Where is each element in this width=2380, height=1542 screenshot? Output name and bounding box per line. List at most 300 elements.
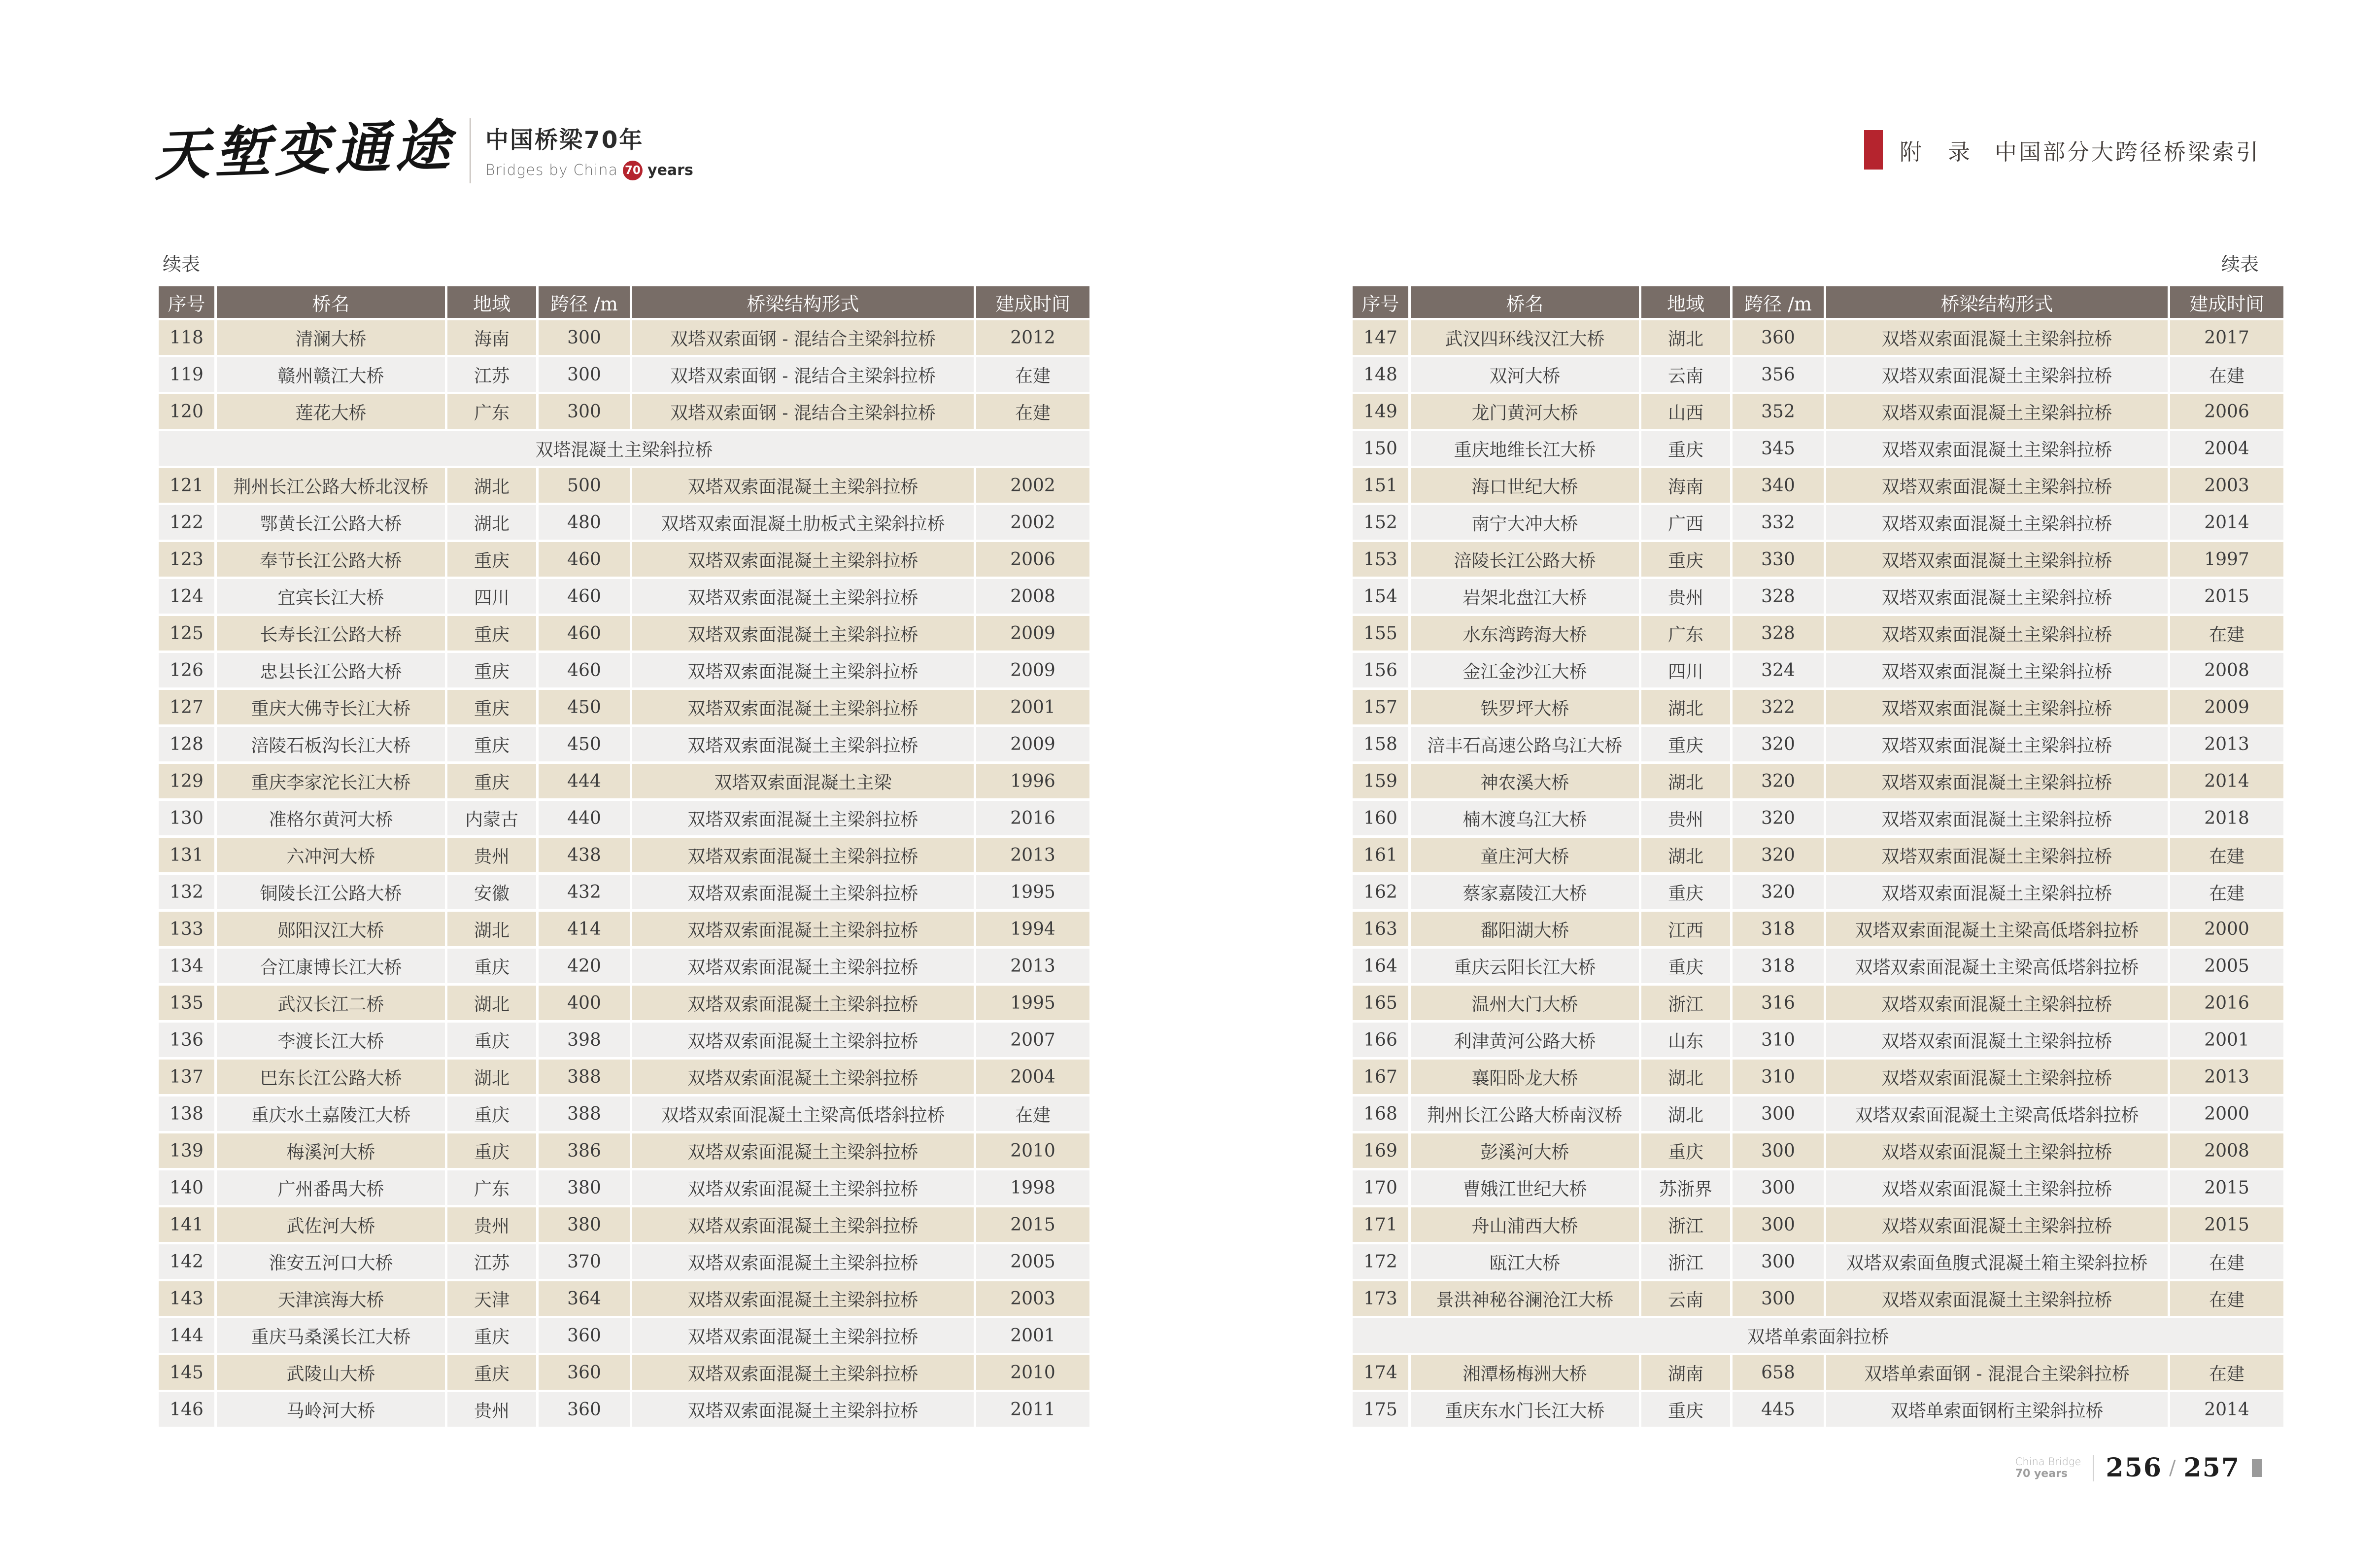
- cell-span: 450: [539, 690, 630, 724]
- cell-region: 重庆: [447, 727, 536, 761]
- cell-structure: 双塔双索面混凝土主梁高低塔斜拉桥: [1826, 912, 2168, 946]
- cell-bridge-name: 天津滨海大桥: [217, 1281, 445, 1316]
- appendix-label: 附 录: [1899, 138, 1972, 165]
- cell-year: 2008: [976, 579, 1089, 614]
- cell-bridge-name: 岩架北盘江大桥: [1411, 579, 1639, 614]
- table-row: [1353, 320, 2283, 355]
- cell-no: 141: [159, 1207, 214, 1242]
- cell-region: 湖北: [1641, 320, 1730, 355]
- cell-no: 146: [159, 1392, 214, 1427]
- cell-year: 在建: [2170, 1281, 2283, 1316]
- cell-year: 2015: [2170, 1207, 2283, 1242]
- cell-year: 2015: [2170, 579, 2283, 614]
- cell-structure: 双塔双索面混凝土主梁斜拉桥: [1826, 579, 2168, 614]
- cell-span: 360: [539, 1318, 630, 1353]
- cell-no: 170: [1353, 1170, 1408, 1205]
- cell-no: 128: [159, 727, 214, 761]
- cell-year: 2006: [2170, 394, 2283, 429]
- cell-bridge-name: 郧阳汉江大桥: [217, 912, 445, 946]
- cell-year: 2010: [976, 1355, 1089, 1390]
- table-row: [159, 616, 1089, 651]
- table-row: [159, 949, 1089, 983]
- cell-region: 重庆: [447, 653, 536, 687]
- cell-year: 2007: [976, 1023, 1089, 1057]
- cell-no: 149: [1353, 394, 1408, 429]
- table-row: [159, 579, 1089, 614]
- cell-structure: 双塔单索面钢 - 混混合主梁斜拉桥: [1826, 1355, 2168, 1390]
- cell-region: 重庆: [447, 949, 536, 983]
- cell-span: 300: [1733, 1097, 1824, 1131]
- cell-structure: 双塔双索面混凝土主梁斜拉桥: [1826, 505, 2168, 540]
- cell-bridge-name: 铜陵长江公路大桥: [217, 875, 445, 909]
- cell-no: 150: [1353, 431, 1408, 466]
- cell-structure: 双塔双索面钢 - 混结合主梁斜拉桥: [632, 357, 974, 392]
- cell-span: 440: [539, 801, 630, 835]
- cell-span: 300: [539, 357, 630, 392]
- cell-bridge-name: 合江康博长江大桥: [217, 949, 445, 983]
- cell-region: 贵州: [1641, 579, 1730, 614]
- cell-span: 320: [1733, 838, 1824, 872]
- cell-structure: 双塔双索面钢 - 混结合主梁斜拉桥: [632, 320, 974, 355]
- cell-year: 2001: [976, 690, 1089, 724]
- cell-structure: 双塔双索面混凝土主梁斜拉桥: [632, 1207, 974, 1242]
- cell-no: 162: [1353, 875, 1408, 909]
- cell-bridge-name: 荆州长江公路大桥北汊桥: [217, 468, 445, 503]
- table-row: [159, 320, 1089, 355]
- cell-structure: 双塔双索面混凝土主梁斜拉桥: [632, 1281, 974, 1316]
- footer-imprint: [2015, 1456, 2081, 1480]
- cell-region: 广西: [1641, 505, 1730, 540]
- cell-region: 云南: [1641, 357, 1730, 392]
- cell-bridge-name: 涪丰石高速公路乌江大桥: [1411, 727, 1639, 761]
- table-row: [1353, 357, 2283, 392]
- cell-span: 340: [1733, 468, 1824, 503]
- cell-year: 2005: [2170, 949, 2283, 983]
- cell-year: 2014: [2170, 1392, 2283, 1427]
- page-number-separator: /: [2169, 1456, 2177, 1479]
- table-row: [159, 838, 1089, 872]
- cell-region: 湖北: [447, 468, 536, 503]
- cell-structure: 双塔双索面混凝土主梁斜拉桥: [632, 1060, 974, 1094]
- cell-year: 2009: [976, 616, 1089, 651]
- cell-span: 658: [1733, 1355, 1824, 1390]
- cell-structure: 双塔双索面混凝土主梁斜拉桥: [632, 690, 974, 724]
- cell-year: 在建: [2170, 875, 2283, 909]
- cell-region: 重庆: [447, 1097, 536, 1131]
- cell-span: 438: [539, 838, 630, 872]
- col-header-bridge-name: 桥名: [217, 286, 445, 318]
- cell-bridge-name: 重庆云阳长江大桥: [1411, 949, 1639, 983]
- cell-region: 湖南: [1641, 1355, 1730, 1390]
- cell-year: 2017: [2170, 320, 2283, 355]
- cell-region: 重庆: [447, 690, 536, 724]
- cell-bridge-name: 舟山浦西大桥: [1411, 1207, 1639, 1242]
- cell-year: 2000: [2170, 1097, 2283, 1131]
- table-row: [1353, 579, 2283, 614]
- cell-region: 浙江: [1641, 1244, 1730, 1279]
- cell-no: 169: [1353, 1133, 1408, 1168]
- cell-bridge-name: 重庆李家沱长江大桥: [217, 764, 445, 798]
- cell-year: 2001: [976, 1318, 1089, 1353]
- cell-bridge-name: 李渡长江大桥: [217, 1023, 445, 1057]
- cell-region: 广东: [447, 1170, 536, 1205]
- cell-bridge-name: 重庆大佛寺长江大桥: [217, 690, 445, 724]
- cell-bridge-name: 利津黄河公路大桥: [1411, 1023, 1639, 1057]
- cell-year: 在建: [2170, 616, 2283, 651]
- table-row: [159, 1207, 1089, 1242]
- cell-year: 2009: [976, 727, 1089, 761]
- cell-bridge-name: 景洪神秘谷澜沧江大桥: [1411, 1281, 1639, 1316]
- cell-structure: 双塔双索面混凝土主梁斜拉桥: [1826, 616, 2168, 651]
- cell-span: 330: [1733, 542, 1824, 577]
- cell-structure: 双塔单索面钢桁主梁斜拉桥: [1826, 1392, 2168, 1427]
- cell-no: 155: [1353, 616, 1408, 651]
- table-row: [1353, 431, 2283, 466]
- cell-region: 广东: [1641, 616, 1730, 651]
- cell-bridge-name: 海口世纪大桥: [1411, 468, 1639, 503]
- cell-region: 贵州: [447, 1392, 536, 1427]
- cell-year: 2008: [2170, 1133, 2283, 1168]
- cell-span: 400: [539, 986, 630, 1020]
- continued-label-left: 续表: [163, 253, 201, 275]
- table-row: [159, 394, 1089, 429]
- cell-region: 重庆: [1641, 949, 1730, 983]
- cell-year: 2008: [2170, 653, 2283, 687]
- section-row: [159, 431, 1089, 466]
- cell-no: 175: [1353, 1392, 1408, 1427]
- cell-region: 四川: [1641, 653, 1730, 687]
- cell-no: 171: [1353, 1207, 1408, 1242]
- cell-region: 苏浙界: [1641, 1170, 1730, 1205]
- table-row: [159, 727, 1089, 761]
- cell-bridge-name: 马岭河大桥: [217, 1392, 445, 1427]
- cell-span: 420: [539, 949, 630, 983]
- table-row: [159, 1023, 1089, 1057]
- cell-region: 贵州: [447, 838, 536, 872]
- cell-structure: 双塔双索面混凝土主梁斜拉桥: [632, 912, 974, 946]
- cell-no: 131: [159, 838, 214, 872]
- cell-year: 2002: [976, 505, 1089, 540]
- cell-span: 320: [1733, 801, 1824, 835]
- cell-region: 湖北: [1641, 764, 1730, 798]
- table-row: [1353, 1170, 2283, 1205]
- cell-no: 156: [1353, 653, 1408, 687]
- cell-region: 重庆: [1641, 875, 1730, 909]
- cell-span: 460: [539, 579, 630, 614]
- cell-bridge-name: 襄阳卧龙大桥: [1411, 1060, 1639, 1094]
- table-row: [159, 357, 1089, 392]
- table-row: [1353, 875, 2283, 909]
- cell-structure: 双塔双索面混凝土主梁斜拉桥: [632, 1244, 974, 1279]
- cell-no: 119: [159, 357, 214, 392]
- cell-region: 海南: [1641, 468, 1730, 503]
- cell-year: 1997: [2170, 542, 2283, 577]
- cell-region: 重庆: [1641, 1133, 1730, 1168]
- cell-span: 300: [539, 320, 630, 355]
- cell-year: 在建: [2170, 1355, 2283, 1390]
- cell-region: 安徽: [447, 875, 536, 909]
- cell-region: 重庆: [1641, 431, 1730, 466]
- cell-year: 2002: [976, 468, 1089, 503]
- cell-no: 120: [159, 394, 214, 429]
- cell-structure: 双塔双索面混凝土主梁斜拉桥: [1826, 875, 2168, 909]
- cell-no: 118: [159, 320, 214, 355]
- cell-span: 352: [1733, 394, 1824, 429]
- cell-bridge-name: 六冲河大桥: [217, 838, 445, 872]
- cell-structure: 双塔双索面混凝土主梁斜拉桥: [1826, 1133, 2168, 1168]
- cell-bridge-name: 童庄河大桥: [1411, 838, 1639, 872]
- table-row: [1353, 727, 2283, 761]
- cell-year: 1996: [976, 764, 1089, 798]
- table-row: [159, 653, 1089, 687]
- col-header-span: 跨径 /m: [539, 286, 630, 318]
- brand-70-badge: 70: [623, 161, 643, 180]
- col-header-no: 序号: [1353, 286, 1408, 318]
- footer-divider: [2093, 1455, 2094, 1481]
- col-header-year: 建成时间: [2170, 286, 2283, 318]
- cell-year: 2014: [2170, 505, 2283, 540]
- appendix-red-bar: [1864, 130, 1883, 170]
- cell-structure: 双塔双索面混凝土主梁斜拉桥: [632, 1392, 974, 1427]
- cell-no: 167: [1353, 1060, 1408, 1094]
- cell-region: 重庆: [447, 1133, 536, 1168]
- cell-no: 143: [159, 1281, 214, 1316]
- cell-no: 158: [1353, 727, 1408, 761]
- page-number-left: 256: [2106, 1453, 2162, 1483]
- cell-bridge-name: 赣州赣江大桥: [217, 357, 445, 392]
- cell-year: 2012: [976, 320, 1089, 355]
- table-row: [159, 690, 1089, 724]
- cell-region: 湖北: [447, 986, 536, 1020]
- table-row: [159, 1281, 1089, 1316]
- cell-structure: 双塔双索面混凝土主梁斜拉桥: [1826, 357, 2168, 392]
- cell-span: 414: [539, 912, 630, 946]
- cell-region: 重庆: [447, 1355, 536, 1390]
- col-header-bridge-name: 桥名: [1411, 286, 1639, 318]
- cell-region: 天津: [447, 1281, 536, 1316]
- cell-structure: 双塔双索面混凝土主梁斜拉桥: [1826, 727, 2168, 761]
- cell-bridge-name: 长寿长江公路大桥: [217, 616, 445, 651]
- cell-bridge-name: 曹娥江世纪大桥: [1411, 1170, 1639, 1205]
- section-label: 双塔混凝土主梁斜拉桥: [159, 431, 1089, 466]
- cell-region: 四川: [447, 579, 536, 614]
- cell-region: 重庆: [447, 542, 536, 577]
- cell-structure: 双塔双索面混凝土主梁斜拉桥: [632, 801, 974, 835]
- cell-region: 重庆: [1641, 542, 1730, 577]
- page-footer: [2015, 1453, 2262, 1483]
- brand-subtitle-en: Bridges by China: [485, 162, 618, 179]
- cell-no: 164: [1353, 949, 1408, 983]
- cell-span: 300: [1733, 1207, 1824, 1242]
- table-row: [1353, 764, 2283, 798]
- cell-no: 137: [159, 1060, 214, 1094]
- cell-structure: 双塔双索面混凝土主梁斜拉桥: [632, 616, 974, 651]
- cell-bridge-name: 莲花大桥: [217, 394, 445, 429]
- cell-bridge-name: 淮安五河口大桥: [217, 1244, 445, 1279]
- cell-structure: 双塔双索面混凝土主梁斜拉桥: [632, 1170, 974, 1205]
- cell-bridge-name: 武佐河大桥: [217, 1207, 445, 1242]
- cell-no: 163: [1353, 912, 1408, 946]
- cell-structure: 双塔双索面混凝土主梁斜拉桥: [632, 1355, 974, 1390]
- header-row: [1353, 286, 2283, 318]
- cell-region: 山东: [1641, 1023, 1730, 1057]
- cell-structure: 双塔双索面混凝土主梁斜拉桥: [632, 875, 974, 909]
- page-numbers: [2106, 1453, 2240, 1483]
- cell-year: 2011: [976, 1392, 1089, 1427]
- cell-no: 151: [1353, 468, 1408, 503]
- cell-structure: 双塔双索面混凝土主梁斜拉桥: [1826, 653, 2168, 687]
- table-row: [159, 468, 1089, 503]
- cell-span: 345: [1733, 431, 1824, 466]
- cell-span: 320: [1733, 875, 1824, 909]
- cell-span: 310: [1733, 1023, 1824, 1057]
- table-row: [159, 875, 1089, 909]
- cell-span: 432: [539, 875, 630, 909]
- cell-structure: 双塔双索面混凝土主梁斜拉桥: [632, 1133, 974, 1168]
- cell-span: 318: [1733, 949, 1824, 983]
- cell-span: 388: [539, 1097, 630, 1131]
- cell-bridge-name: 武汉四环线汉江大桥: [1411, 320, 1639, 355]
- table-row: [1353, 1244, 2283, 1279]
- cell-span: 370: [539, 1244, 630, 1279]
- cell-region: 贵州: [1641, 801, 1730, 835]
- cell-region: 贵州: [447, 1207, 536, 1242]
- cell-structure: 双塔双索面混凝土主梁斜拉桥: [1826, 1281, 2168, 1316]
- cell-structure: 双塔双索面混凝土主梁斜拉桥: [632, 986, 974, 1020]
- cell-year: 2013: [976, 838, 1089, 872]
- cell-year: 2016: [2170, 986, 2283, 1020]
- cell-no: 145: [159, 1355, 214, 1390]
- cell-no: 172: [1353, 1244, 1408, 1279]
- cell-span: 398: [539, 1023, 630, 1057]
- brand-title-cn: 中国桥梁70年: [485, 126, 644, 154]
- bridge-index-table-left: [156, 284, 1092, 1429]
- table-row: [159, 505, 1089, 540]
- cell-span: 364: [539, 1281, 630, 1316]
- col-header-region: 地域: [1641, 286, 1730, 318]
- cell-year: 2004: [976, 1060, 1089, 1094]
- cell-no: 161: [1353, 838, 1408, 872]
- cell-year: 1994: [976, 912, 1089, 946]
- footer-imprint-line1: China Bridge: [2015, 1455, 2081, 1468]
- cell-region: 江苏: [447, 1244, 536, 1279]
- cell-span: 320: [1733, 727, 1824, 761]
- cell-bridge-name: 重庆东水门长江大桥: [1411, 1392, 1639, 1427]
- cell-span: 328: [1733, 579, 1824, 614]
- brand-titles: [485, 122, 693, 180]
- cell-no: 148: [1353, 357, 1408, 392]
- cell-year: 2015: [2170, 1170, 2283, 1205]
- cell-bridge-name: 温州大门大桥: [1411, 986, 1639, 1020]
- cell-span: 320: [1733, 764, 1824, 798]
- cell-structure: 双塔双索面混凝土主梁斜拉桥: [1826, 542, 2168, 577]
- cell-bridge-name: 重庆马桑溪长江大桥: [217, 1318, 445, 1353]
- table-row: [1353, 505, 2283, 540]
- cell-structure: 双塔双索面混凝土主梁: [632, 764, 974, 798]
- cell-no: 121: [159, 468, 214, 503]
- table-row: [1353, 838, 2283, 872]
- cell-structure: 双塔双索面混凝土主梁斜拉桥: [632, 949, 974, 983]
- cell-bridge-name: 鄱阳湖大桥: [1411, 912, 1639, 946]
- table-row: [159, 1133, 1089, 1168]
- cell-span: 300: [1733, 1170, 1824, 1205]
- cell-no: 122: [159, 505, 214, 540]
- cell-span: 300: [1733, 1133, 1824, 1168]
- cell-no: 126: [159, 653, 214, 687]
- footer-imprint-line2: 70 years: [2015, 1467, 2068, 1480]
- cell-span: 360: [1733, 320, 1824, 355]
- cell-no: 138: [159, 1097, 214, 1131]
- cell-no: 132: [159, 875, 214, 909]
- cell-structure: 双塔双索面混凝土主梁斜拉桥: [632, 1318, 974, 1353]
- cell-region: 海南: [447, 320, 536, 355]
- cell-bridge-name: 湘潭杨梅洲大桥: [1411, 1355, 1639, 1390]
- cell-span: 460: [539, 653, 630, 687]
- cell-no: 139: [159, 1133, 214, 1168]
- table-row: [1353, 986, 2283, 1020]
- right-page-table-wrap: [1353, 286, 2264, 1427]
- cell-structure: 双塔双索面混凝土主梁斜拉桥: [1826, 801, 2168, 835]
- table-row: [1353, 1060, 2283, 1094]
- cell-bridge-name: 双河大桥: [1411, 357, 1639, 392]
- cell-bridge-name: 铁罗坪大桥: [1411, 690, 1639, 724]
- cell-bridge-name: 瓯江大桥: [1411, 1244, 1639, 1279]
- cell-no: 140: [159, 1170, 214, 1205]
- table-row: [1353, 1097, 2283, 1131]
- cell-span: 460: [539, 616, 630, 651]
- cell-region: 湖北: [447, 912, 536, 946]
- table-row: [1353, 690, 2283, 724]
- cell-no: 157: [1353, 690, 1408, 724]
- cell-year: 2013: [976, 949, 1089, 983]
- cell-no: 134: [159, 949, 214, 983]
- table-row: [159, 1244, 1089, 1279]
- cell-no: 159: [1353, 764, 1408, 798]
- cell-bridge-name: 涪陵石板沟长江大桥: [217, 727, 445, 761]
- cell-span: 322: [1733, 690, 1824, 724]
- cell-year: 2005: [976, 1244, 1089, 1279]
- cell-bridge-name: 忠县长江公路大桥: [217, 653, 445, 687]
- cell-span: 360: [539, 1392, 630, 1427]
- cell-span: 380: [539, 1207, 630, 1242]
- cell-structure: 双塔双索面混凝土主梁高低塔斜拉桥: [1826, 1097, 2168, 1131]
- cell-span: 356: [1733, 357, 1824, 392]
- cell-no: 160: [1353, 801, 1408, 835]
- cell-structure: 双塔双索面混凝土主梁斜拉桥: [1826, 394, 2168, 429]
- cell-year: 在建: [2170, 357, 2283, 392]
- table-row: [1353, 1392, 2283, 1427]
- cell-structure: 双塔双索面混凝土主梁斜拉桥: [1826, 764, 2168, 798]
- cell-bridge-name: 巴东长江公路大桥: [217, 1060, 445, 1094]
- cell-region: 重庆: [447, 616, 536, 651]
- cell-span: 360: [539, 1355, 630, 1390]
- cell-structure: 双塔双索面混凝土主梁斜拉桥: [1826, 1023, 2168, 1057]
- cell-span: 500: [539, 468, 630, 503]
- cell-span: 300: [1733, 1281, 1824, 1316]
- cell-bridge-name: 彭溪河大桥: [1411, 1133, 1639, 1168]
- appendix-title-group: [1900, 134, 2260, 166]
- brand-subtitle-years: years: [647, 162, 693, 179]
- footer-square-mark: [2252, 1459, 2262, 1477]
- cell-year: 2014: [2170, 764, 2283, 798]
- table-row: [159, 764, 1089, 798]
- cell-structure: 双塔双索面混凝土主梁斜拉桥: [632, 653, 974, 687]
- table-row: [1353, 1133, 2283, 1168]
- cell-no: 147: [1353, 320, 1408, 355]
- cell-structure: 双塔双索面混凝土主梁斜拉桥: [1826, 986, 2168, 1020]
- cell-span: 388: [539, 1060, 630, 1094]
- cell-year: 2018: [2170, 801, 2283, 835]
